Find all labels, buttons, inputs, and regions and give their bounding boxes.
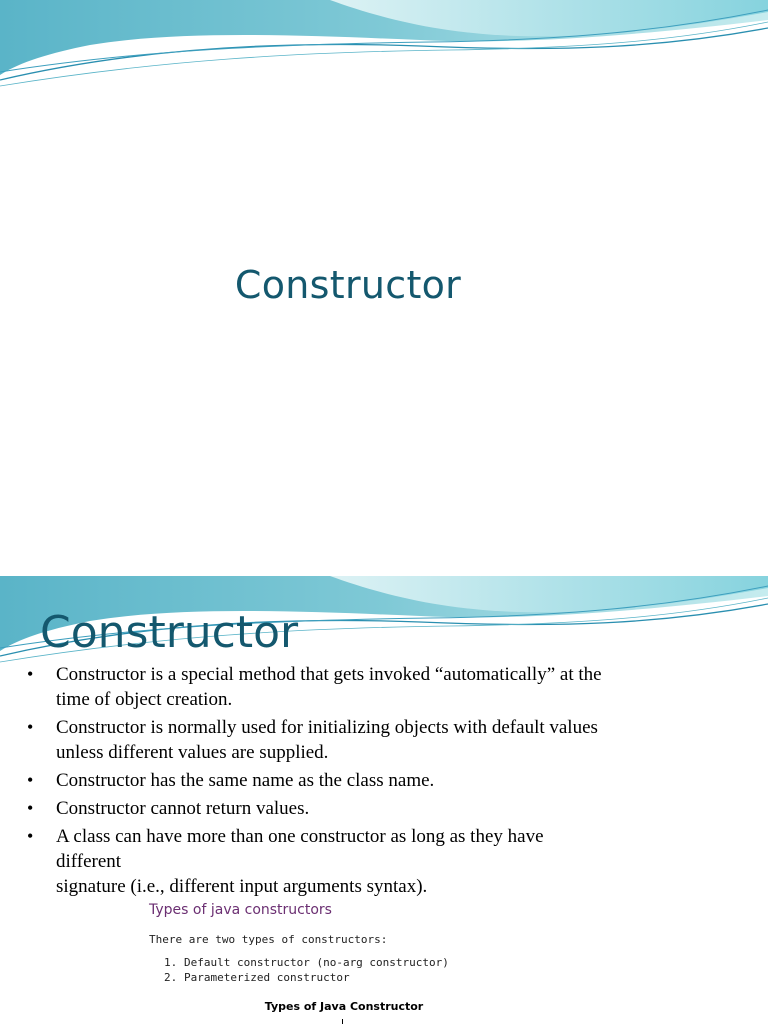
slide-title: Constructor xyxy=(234,263,462,307)
embed-heading: Types of java constructors xyxy=(149,902,332,918)
bullet-list xyxy=(27,662,687,902)
bullet-item: • Constructor is normally used for initializing objects with default values unless different values are supplied. xyxy=(27,715,687,765)
slide-2 xyxy=(0,576,768,1024)
slide-title: Constructor xyxy=(40,607,299,658)
list-item: 1. Default constructor (no-arg constructor) xyxy=(164,956,449,969)
constructor-types-list xyxy=(164,955,449,985)
bullet-item: • Constructor has the same name as the class name. xyxy=(27,768,687,793)
embedded-screenshot xyxy=(144,900,620,1024)
diagram-title: Types of Java Constructor xyxy=(264,1000,424,1013)
bullet-item: • Constructor is a special method that gets invoked “automatically” at the time of object creation. xyxy=(27,662,687,712)
diagram-connector-line xyxy=(342,1019,343,1024)
list-item: 2. Parameterized constructor xyxy=(164,971,350,984)
bullet-item: • Constructor cannot return values. xyxy=(27,796,687,821)
wave-banner-decoration xyxy=(0,0,768,90)
embed-intro: There are two types of constructors: xyxy=(149,933,388,946)
bullet-item: • A class can have more than one constructor as long as they have different signature (i.e., different input arguments syntax). xyxy=(27,824,687,899)
